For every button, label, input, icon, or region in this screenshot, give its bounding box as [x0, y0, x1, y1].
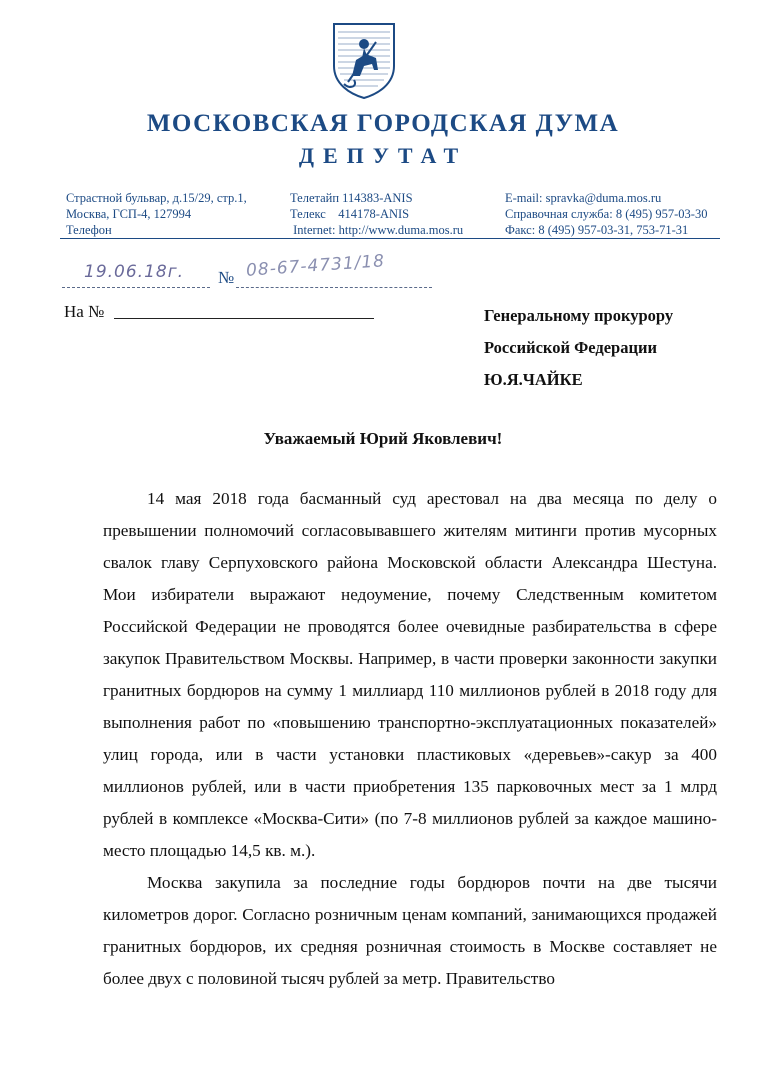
- contacts-address: [66, 190, 247, 238]
- salutation: Уважаемый Юрий Яковлевич!: [263, 429, 503, 448]
- contact-line: Телетайп 114383-ANIS: [290, 191, 413, 205]
- contact-line: Москва, ГСП-4, 127994: [66, 207, 192, 221]
- organization-title: МОСКОВСКАЯ ГОРОДСКАЯ ДУМА: [146, 110, 620, 137]
- moscow-coat-of-arms-icon: [330, 20, 398, 100]
- date-underline: [62, 287, 210, 288]
- contact-line: Факс: 8 (495) 957-03-31, 753-71-31: [505, 223, 689, 237]
- addressee-line: Генеральному прокурору: [484, 306, 674, 325]
- contact-line: E-mail: spravka@duma.mos.ru: [505, 191, 662, 205]
- contact-line: Страстной бульвар, д.15/29, стр.1,: [66, 191, 247, 205]
- number-sign: №: [218, 268, 235, 287]
- role-title: ДЕПУТАТ: [298, 143, 468, 168]
- contacts-telex: [290, 190, 463, 238]
- addressee-block: [484, 300, 673, 396]
- contacts-email: [505, 190, 707, 238]
- number-handwritten: 08-67-4731/18: [245, 251, 386, 281]
- addressee-line: Российской Федерации: [484, 338, 657, 357]
- paragraph: 14 мая 2018 года басманный суд арестовал на два месяца по делу о превышении полномочий согласовывавшего жителям митинги против мусорных свалок главу Серпуховского района Московской области Александра Шестуна. Мои избиратели выражают недоумение, почему Следственным комитетом Российской Федерации не проводятся более очевидные разбирательства в сфере закупок Правительством Москвы. Например, в части проверки законности закупки гранитных бордюров на сумму 1 миллиард 110 миллионов рублей в 2018 году для выполнения работ по «повышению транспортно-эксплуатационных показателей» улиц города, или в части установки пластиковых «деревьев»-сакур за 400 миллионов рублей, или в части приобретения 135 парковочных мест за 1 млрд рублей в комплексе «Москва-Сити» (по 7-8 миллионов рублей за каждое машино-место площадью 14,5 кв. м.).: [103, 489, 717, 860]
- date-handwritten: 19.06.18г.: [84, 262, 185, 282]
- letterhead-divider: [60, 238, 720, 239]
- contact-line: Справочная служба: 8 (495) 957-03-30: [505, 207, 708, 221]
- contact-line: Телекс 414178-ANIS: [290, 207, 410, 221]
- reference-label: На №: [64, 302, 105, 321]
- reference-underline: [114, 318, 374, 319]
- contact-line: Internet: http://www.duma.mos.ru: [290, 223, 464, 237]
- letter-body: [103, 483, 717, 995]
- paragraph: Москва закупила за последние годы бордюров почти на две тысячи километров дорог. Согласно розничным ценам компаний, занимающихся продажей гранитных бордюров, их средняя розничная стоимость в Москве составляет не более двух с половиной тысяч рублей за метр. Правительство: [103, 873, 717, 988]
- contact-line: Телефон: [66, 223, 112, 237]
- number-underline: [236, 287, 432, 288]
- addressee-line: Ю.Я.ЧАЙКЕ: [484, 370, 583, 389]
